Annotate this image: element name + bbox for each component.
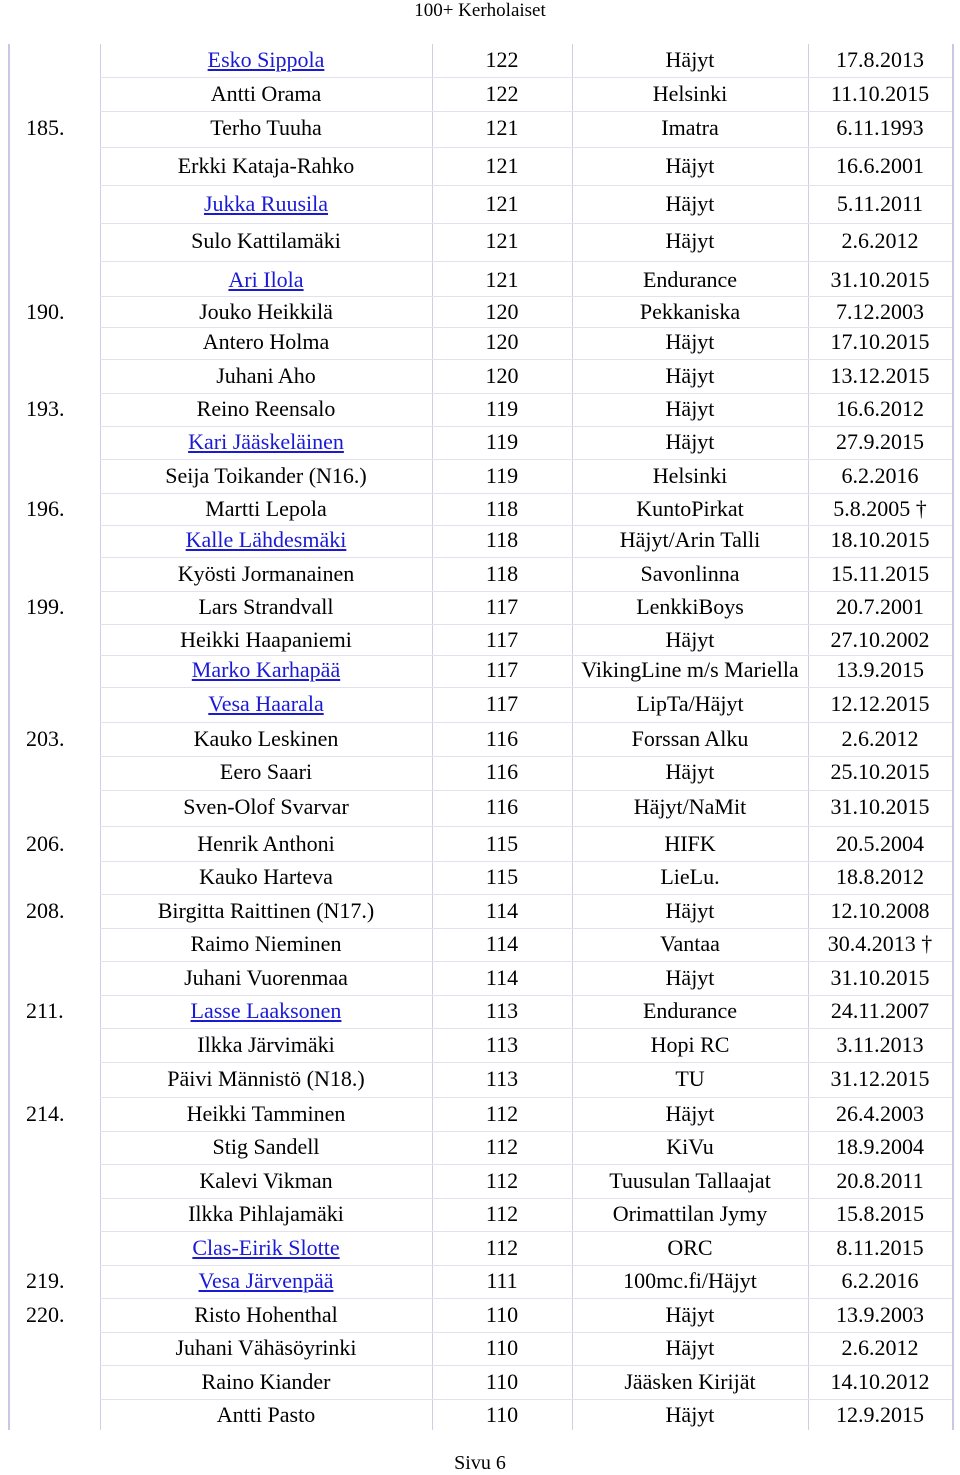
club-cell: Helsinki xyxy=(652,81,728,106)
count-cell: 118 xyxy=(485,527,519,552)
club-cell: Häjyt xyxy=(665,759,715,784)
date-cell: 17.10.2015 xyxy=(830,329,930,354)
count-cell: 117 xyxy=(485,594,519,619)
name-cell: Seija Toikander (N16.) xyxy=(165,463,367,488)
table-row xyxy=(8,1102,952,1126)
row-divider xyxy=(100,557,952,558)
count-cell: 116 xyxy=(485,726,519,751)
date-cell: 18.9.2004 xyxy=(836,1134,924,1159)
table-row xyxy=(8,364,952,388)
table-row xyxy=(8,300,952,324)
row-divider xyxy=(100,223,952,224)
count-cell: 110 xyxy=(485,1369,519,1394)
row-divider xyxy=(100,655,952,656)
count-cell: 111 xyxy=(486,1268,518,1293)
row-divider xyxy=(100,861,952,862)
date-cell: 16.6.2012 xyxy=(836,396,924,421)
club-cell: Häjyt xyxy=(665,1302,715,1327)
rank-cell: 193. xyxy=(26,396,65,421)
table-row xyxy=(8,1269,952,1293)
club-cell: Häjyt xyxy=(665,191,715,216)
name-cell: Ilkka Järvimäki xyxy=(197,1032,335,1057)
row-divider xyxy=(100,1062,952,1063)
name-cell: Antti Orama xyxy=(210,81,322,106)
row-divider xyxy=(100,928,952,929)
club-cell: Forssan Alku xyxy=(631,726,749,751)
club-cell: Savonlinna xyxy=(640,561,740,586)
name-cell: Lars Strandvall xyxy=(198,594,334,619)
club-cell: TU xyxy=(675,1066,705,1091)
count-cell: 118 xyxy=(485,561,519,586)
row-divider xyxy=(100,1231,952,1232)
count-cell: 119 xyxy=(485,463,519,488)
member-profile-link[interactable]: Kalle Lähdesmäki xyxy=(185,527,347,552)
name-cell: Terho Tuuha xyxy=(210,115,322,140)
row-divider xyxy=(100,1028,952,1029)
table-row xyxy=(8,760,952,784)
club-cell: LipTa/Häjyt xyxy=(636,691,744,716)
row-divider xyxy=(100,1164,952,1165)
club-cell: LenkkiBoys xyxy=(636,594,744,619)
member-profile-link[interactable]: Kari Jääskeläinen xyxy=(188,429,344,454)
name-cell: Kalevi Vikman xyxy=(199,1168,333,1193)
count-cell: 114 xyxy=(485,931,519,956)
table-row xyxy=(8,497,952,521)
date-cell: 27.10.2002 xyxy=(830,627,930,652)
date-cell: 5.11.2011 xyxy=(836,191,924,216)
name-cell: Raimo Nieminen xyxy=(190,931,342,956)
table-row xyxy=(8,1067,952,1091)
count-cell: 115 xyxy=(485,831,519,856)
row-divider xyxy=(100,961,952,962)
name-cell xyxy=(100,1269,432,1293)
club-cell: Häjyt xyxy=(665,329,715,354)
count-cell: 116 xyxy=(485,759,519,784)
table-row xyxy=(8,82,952,106)
date-cell: 17.8.2013 xyxy=(836,47,924,72)
member-profile-link[interactable]: Esko Sippola xyxy=(207,47,325,72)
row-divider xyxy=(100,426,952,427)
row-divider xyxy=(100,1365,952,1366)
member-profile-link[interactable]: Ari Ilola xyxy=(228,267,304,292)
name-cell: Kyösti Jormanainen xyxy=(177,561,355,586)
rank-cell: 190. xyxy=(26,299,65,324)
count-cell: 113 xyxy=(485,1066,519,1091)
count-cell: 121 xyxy=(485,228,519,253)
club-cell: LieLu. xyxy=(660,864,720,889)
count-cell: 119 xyxy=(485,396,519,421)
table-row xyxy=(8,430,952,454)
count-cell: 121 xyxy=(485,153,519,178)
date-cell: 2.6.2012 xyxy=(841,726,919,751)
count-cell: 112 xyxy=(485,1101,519,1126)
club-cell: ORC xyxy=(667,1235,713,1260)
club-cell: KuntoPirkat xyxy=(636,496,744,521)
table-row xyxy=(8,932,952,956)
count-cell: 112 xyxy=(485,1134,519,1159)
rank-cell: 219. xyxy=(26,1268,65,1293)
date-cell: 30.4.2013 † xyxy=(827,931,933,956)
count-cell: 117 xyxy=(485,627,519,652)
club-cell: Vantaa xyxy=(660,931,720,956)
date-cell: 20.7.2001 xyxy=(836,594,924,619)
row-divider xyxy=(100,722,952,723)
count-cell: 110 xyxy=(485,1302,519,1327)
table-row xyxy=(8,1370,952,1394)
rank-cell: 220. xyxy=(26,1302,65,1327)
club-cell: Häjyt xyxy=(665,363,715,388)
row-divider xyxy=(100,894,952,895)
date-cell: 14.10.2012 xyxy=(830,1369,930,1394)
table-row xyxy=(8,1202,952,1226)
table-row xyxy=(8,628,952,652)
table-row xyxy=(8,658,952,682)
table-row xyxy=(8,268,952,292)
rank-cell: 208. xyxy=(26,898,65,923)
count-cell: 122 xyxy=(485,81,519,106)
date-cell: 26.4.2003 xyxy=(836,1101,924,1126)
date-cell: 5.8.2005 † xyxy=(833,496,927,521)
row-divider xyxy=(100,147,952,148)
count-cell: 115 xyxy=(485,864,519,889)
date-cell: 12.10.2008 xyxy=(830,898,930,923)
club-cell: Orimattilan Jymy xyxy=(612,1201,768,1226)
name-cell: Erkki Kataja-Rahko xyxy=(177,153,355,178)
name-cell: Juhani Vähäsöyrinki xyxy=(175,1335,357,1360)
name-cell: Juhani Vuorenmaa xyxy=(184,965,348,990)
table-row xyxy=(8,1236,952,1260)
name-cell: Antero Holma xyxy=(202,329,330,354)
date-cell: 6.2.2016 xyxy=(841,1268,919,1293)
count-cell: 120 xyxy=(485,329,519,354)
rank-cell: 185. xyxy=(26,115,65,140)
club-cell: VikingLine m/s Mariella xyxy=(581,657,799,682)
rank-cell: 199. xyxy=(26,594,65,619)
row-divider xyxy=(100,296,952,297)
name-cell xyxy=(100,658,432,682)
club-cell: Häjyt xyxy=(665,898,715,923)
club-cell: Endurance xyxy=(642,267,738,292)
count-cell: 122 xyxy=(485,47,519,72)
count-cell: 112 xyxy=(485,1168,519,1193)
table-row xyxy=(8,795,952,819)
page-header: 100+ Kerholaiset xyxy=(414,0,546,21)
club-cell: Häjyt/Arin Talli xyxy=(619,527,761,552)
name-cell: Eero Saari xyxy=(219,759,313,784)
date-cell: 6.2.2016 xyxy=(841,463,919,488)
club-cell: KiVu xyxy=(666,1134,714,1159)
row-divider xyxy=(100,493,952,494)
row-divider xyxy=(100,1198,952,1199)
rank-cell: 214. xyxy=(26,1101,65,1126)
name-cell: Henrik Anthoni xyxy=(197,831,335,856)
club-cell: Helsinki xyxy=(652,463,728,488)
count-cell: 118 xyxy=(485,496,519,521)
table-row xyxy=(8,116,952,140)
name-cell xyxy=(100,692,432,716)
row-divider xyxy=(100,261,952,262)
rank-cell: 206. xyxy=(26,831,65,856)
date-cell: 11.10.2015 xyxy=(830,81,930,106)
row-divider xyxy=(100,111,952,112)
date-cell: 13.12.2015 xyxy=(830,363,930,388)
table-row xyxy=(8,727,952,751)
name-cell: Risto Hohenthal xyxy=(194,1302,338,1327)
date-cell: 25.10.2015 xyxy=(830,759,930,784)
name-cell: Sulo Kattilamäki xyxy=(191,228,341,253)
row-divider xyxy=(100,591,952,592)
table-row xyxy=(8,562,952,586)
count-cell: 121 xyxy=(485,191,519,216)
name-cell: Jouko Heikkilä xyxy=(199,299,333,324)
count-cell: 114 xyxy=(485,898,519,923)
count-cell: 116 xyxy=(485,794,519,819)
club-cell: Häjyt xyxy=(665,965,715,990)
date-cell: 20.8.2011 xyxy=(836,1168,924,1193)
row-divider xyxy=(100,525,952,526)
club-cell: Häjyt/NaMit xyxy=(633,794,747,819)
row-divider xyxy=(100,790,952,791)
club-cell: Endurance xyxy=(642,998,738,1023)
date-cell: 8.11.2015 xyxy=(836,1235,924,1260)
club-cell: HIFK xyxy=(664,831,716,856)
row-divider xyxy=(100,1265,952,1266)
rank-cell: 211. xyxy=(26,998,64,1023)
count-cell: 113 xyxy=(485,1032,519,1057)
member-profile-link[interactable]: Vesa Haarala xyxy=(208,691,324,716)
club-cell: Häjyt xyxy=(665,1335,715,1360)
name-cell xyxy=(100,192,432,216)
table-row xyxy=(8,330,952,354)
table-row xyxy=(8,1135,952,1159)
row-divider xyxy=(100,77,952,78)
date-cell: 12.12.2015 xyxy=(830,691,930,716)
club-cell: 100mc.fi/Häjyt xyxy=(623,1268,757,1293)
table-row xyxy=(8,1169,952,1193)
date-cell: 27.9.2015 xyxy=(836,429,924,454)
club-cell: Häjyt xyxy=(665,228,715,253)
member-table xyxy=(8,44,952,1430)
row-divider xyxy=(100,1399,952,1400)
count-cell: 113 xyxy=(485,998,519,1023)
name-cell: Juhani Aho xyxy=(216,363,316,388)
date-cell: 18.10.2015 xyxy=(830,527,930,552)
name-cell: Antti Pasto xyxy=(216,1402,316,1427)
table-row xyxy=(8,229,952,253)
table-row xyxy=(8,832,952,856)
club-cell: Imatra xyxy=(661,115,719,140)
table-row xyxy=(8,1336,952,1360)
name-cell: Päivi Männistö (N18.) xyxy=(167,1066,365,1091)
table-row xyxy=(8,528,952,552)
member-profile-link[interactable]: Marko Karhapää xyxy=(191,657,341,682)
date-cell: 7.12.2003 xyxy=(836,299,924,324)
date-cell: 18.8.2012 xyxy=(836,864,924,889)
date-cell: 31.12.2015 xyxy=(830,1066,930,1091)
date-cell: 3.11.2013 xyxy=(836,1032,924,1057)
rank-cell: 203. xyxy=(26,726,65,751)
count-cell: 110 xyxy=(485,1335,519,1360)
table-row xyxy=(8,154,952,178)
name-cell: Martti Lepola xyxy=(205,496,327,521)
member-profile-link[interactable]: Lasse Laaksonen xyxy=(190,998,342,1023)
count-cell: 117 xyxy=(485,657,519,682)
table-row xyxy=(8,397,952,421)
row-divider xyxy=(100,826,952,827)
row-divider xyxy=(100,1298,952,1299)
count-cell: 120 xyxy=(485,299,519,324)
table-row xyxy=(8,192,952,216)
name-cell: Sven-Olof Svarvar xyxy=(183,794,349,819)
table-row xyxy=(8,999,952,1023)
name-cell: Heikki Haapaniemi xyxy=(180,627,352,652)
date-cell: 15.8.2015 xyxy=(836,1201,924,1226)
table-row xyxy=(8,692,952,716)
row-divider xyxy=(100,459,952,460)
date-cell: 16.6.2001 xyxy=(836,153,924,178)
name-cell xyxy=(100,268,432,292)
row-divider xyxy=(100,393,952,394)
date-cell: 13.9.2003 xyxy=(836,1302,924,1327)
table-row xyxy=(8,966,952,990)
count-cell: 121 xyxy=(485,115,519,140)
row-divider xyxy=(100,359,952,360)
name-cell: Stig Sandell xyxy=(212,1134,320,1159)
member-profile-link[interactable]: Jukka Ruusila xyxy=(203,191,329,216)
club-cell: Häjyt xyxy=(665,627,715,652)
name-cell: Raino Kiander xyxy=(201,1369,331,1394)
name-cell: Heikki Tamminen xyxy=(186,1101,346,1126)
name-cell: Birgitta Raittinen (N17.) xyxy=(157,898,375,923)
table-row xyxy=(8,1303,952,1327)
club-cell: Häjyt xyxy=(665,396,715,421)
rank-cell: 196. xyxy=(26,496,65,521)
date-cell: 24.11.2007 xyxy=(830,998,930,1023)
name-cell: Kauko Leskinen xyxy=(193,726,339,751)
row-divider xyxy=(100,687,952,688)
date-cell: 20.5.2004 xyxy=(836,831,924,856)
name-cell xyxy=(100,430,432,454)
date-cell: 12.9.2015 xyxy=(836,1402,924,1427)
date-cell: 31.10.2015 xyxy=(830,965,930,990)
row-divider xyxy=(100,995,952,996)
date-cell: 31.10.2015 xyxy=(830,267,930,292)
table-row xyxy=(8,464,952,488)
name-cell xyxy=(100,528,432,552)
member-profile-link[interactable]: Vesa Järvenpää xyxy=(198,1268,334,1293)
count-cell: 110 xyxy=(485,1402,519,1427)
table-row xyxy=(8,1403,952,1427)
club-cell: Häjyt xyxy=(665,47,715,72)
date-cell: 6.11.1993 xyxy=(836,115,924,140)
date-cell: 13.9.2015 xyxy=(836,657,924,682)
club-cell: Jääsken Kirijät xyxy=(624,1369,756,1394)
count-cell: 112 xyxy=(485,1235,519,1260)
table-row xyxy=(8,899,952,923)
row-divider xyxy=(100,185,952,186)
name-cell: Kauko Harteva xyxy=(199,864,333,889)
club-cell: Häjyt xyxy=(665,1101,715,1126)
count-cell: 120 xyxy=(485,363,519,388)
club-cell: Häjyt xyxy=(665,429,715,454)
table-row xyxy=(8,1033,952,1057)
club-cell: Tuusulan Tallaajat xyxy=(609,1168,771,1193)
row-divider xyxy=(100,327,952,328)
table-row xyxy=(8,48,952,72)
count-cell: 112 xyxy=(485,1201,519,1226)
club-cell: Pekkaniska xyxy=(639,299,741,324)
date-cell: 15.11.2015 xyxy=(830,561,930,586)
date-cell: 31.10.2015 xyxy=(830,794,930,819)
name-cell xyxy=(100,1236,432,1260)
count-cell: 121 xyxy=(485,267,519,292)
row-divider xyxy=(100,1097,952,1098)
date-cell: 2.6.2012 xyxy=(841,1335,919,1360)
name-cell xyxy=(100,999,432,1023)
name-cell xyxy=(100,48,432,72)
row-divider xyxy=(100,1131,952,1132)
club-cell: Häjyt xyxy=(665,1402,715,1427)
club-cell: Hopi RC xyxy=(650,1032,730,1057)
row-divider xyxy=(100,756,952,757)
name-cell: Ilkka Pihlajamäki xyxy=(188,1201,344,1226)
member-profile-link[interactable]: Clas-Eirik Slotte xyxy=(192,1235,340,1260)
count-cell: 114 xyxy=(485,965,519,990)
name-cell: Reino Reensalo xyxy=(196,396,336,421)
row-divider xyxy=(100,1332,952,1333)
row-divider xyxy=(100,624,952,625)
table-row xyxy=(8,595,952,619)
club-cell: Häjyt xyxy=(665,153,715,178)
table-row xyxy=(8,865,952,889)
count-cell: 119 xyxy=(485,429,519,454)
page-number: Sivu 6 xyxy=(454,1452,506,1474)
date-cell: 2.6.2012 xyxy=(841,228,919,253)
table-border-right xyxy=(952,44,954,1430)
count-cell: 117 xyxy=(485,691,519,716)
